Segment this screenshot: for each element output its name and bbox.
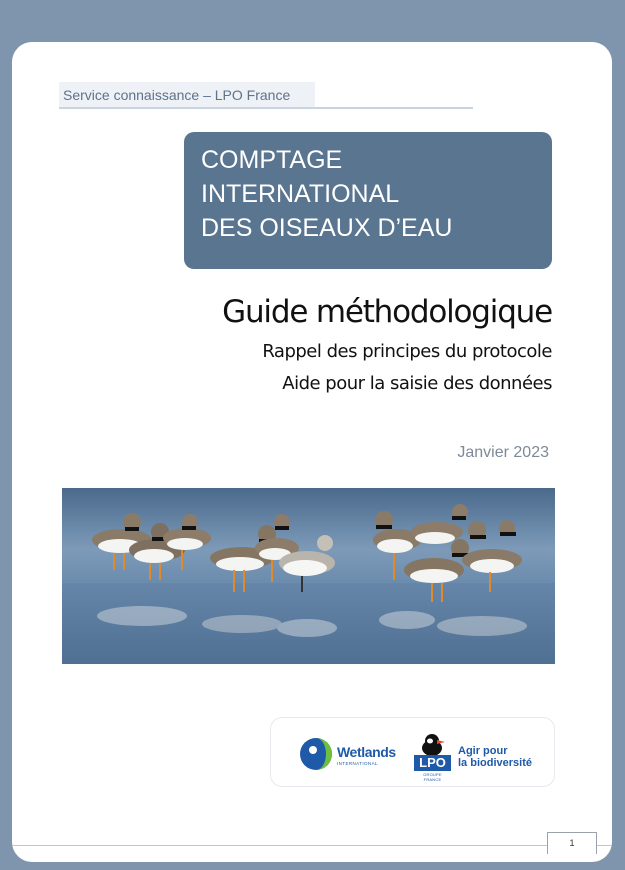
wetlands-logo-icon bbox=[299, 737, 333, 771]
partner-logos bbox=[270, 717, 555, 787]
title-box bbox=[184, 132, 552, 269]
lpo-tagline bbox=[458, 745, 532, 769]
document-page bbox=[12, 42, 612, 862]
wetlands-name: Wetlands bbox=[337, 744, 396, 760]
lpo-name: LPO bbox=[414, 755, 451, 771]
guide-title: Guide méthodologique bbox=[222, 294, 552, 330]
wetlands-sub: INTERNATIONAL bbox=[337, 761, 378, 766]
lpo-tagline-1: Agir pour bbox=[458, 745, 508, 757]
header-rule bbox=[315, 107, 473, 109]
lpo-tagline-2: la biodiversité bbox=[458, 757, 532, 769]
lpo-puffin-icon bbox=[414, 732, 451, 756]
title-line-1: COMPTAGE bbox=[201, 146, 343, 174]
guide-subtitle-1: Rappel des principes du protocole bbox=[262, 341, 552, 362]
service-label: Service connaissance – LPO France bbox=[59, 82, 315, 109]
title-line-2: INTERNATIONAL bbox=[201, 180, 400, 208]
lpo-logo bbox=[414, 732, 451, 782]
publication-date: Janvier 2023 bbox=[457, 444, 549, 461]
title-line-3: DES OISEAUX D’EAU bbox=[201, 214, 453, 242]
page-number: 1 bbox=[547, 832, 597, 854]
cover-photo bbox=[62, 488, 555, 664]
lpo-sub: GROUPE FRANCE bbox=[423, 772, 442, 782]
guide-subtitle-2: Aide pour la saisie des données bbox=[282, 373, 552, 394]
footer-rule bbox=[12, 845, 612, 846]
